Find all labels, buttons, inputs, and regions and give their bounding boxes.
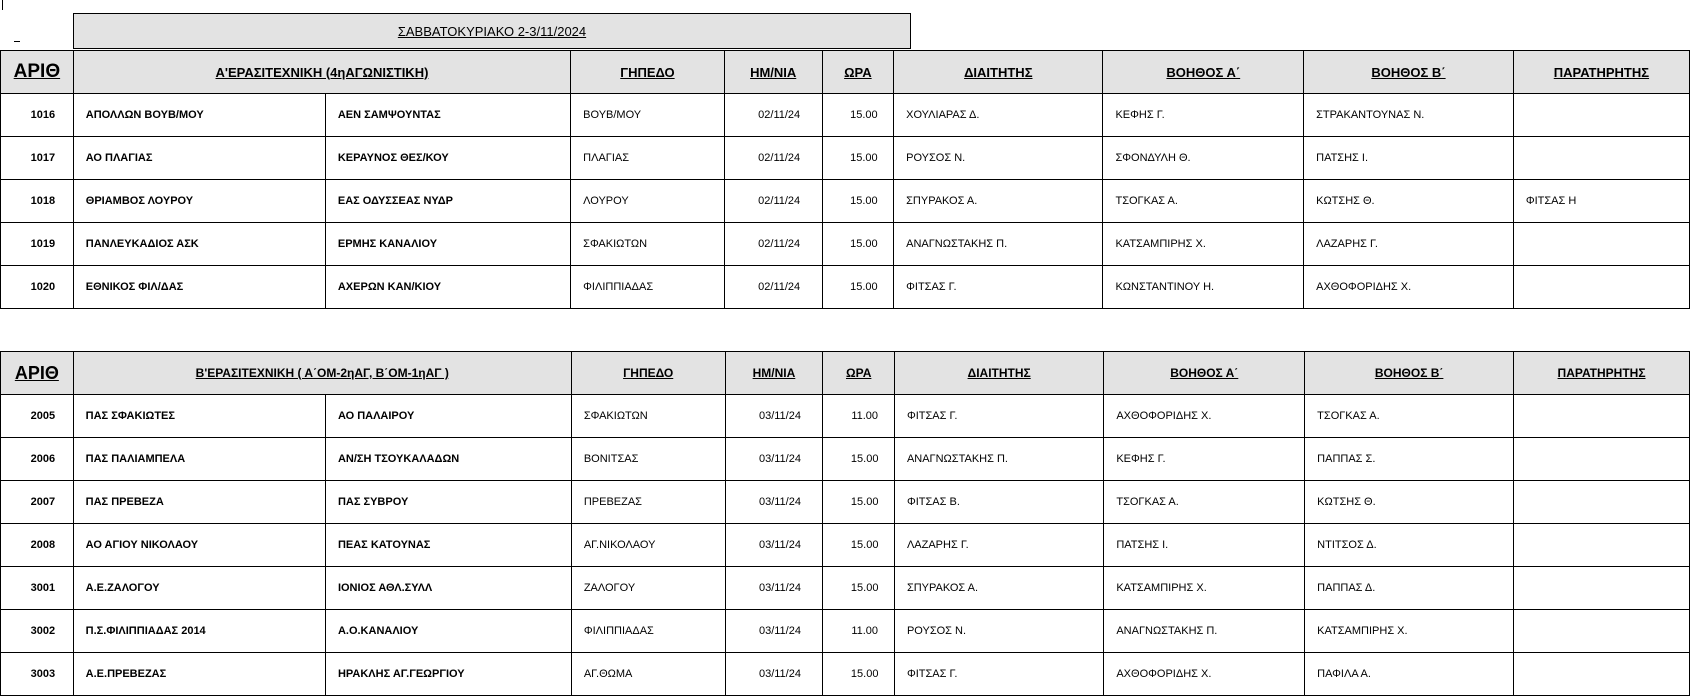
stadium: ΣΦΑΚΙΩΤΩΝ (571, 223, 725, 266)
match-date: 02/11/24 (724, 266, 822, 309)
match-time: 15.00 (822, 137, 893, 180)
referee: ΦΙΤΣΑΣ Γ. (894, 266, 1103, 309)
date-header: ΗΜ/ΝΙΑ (725, 352, 823, 395)
match-number: 1019 (1, 223, 74, 266)
away-team: ΚΕΡΑΥΝΟΣ ΘΕΣ/ΚΟΥ (325, 137, 570, 180)
referee: ΑΝΑΓΝΩΣΤΑΚΗΣ Π. (894, 438, 1103, 481)
table-row (1, 223, 1690, 266)
home-team: ΑΟ ΑΓΙΟΥ ΝΙΚΟΛΑΟΥ (73, 524, 325, 567)
assistant-a: ΚΩΝΣΤΑΝΤΙΝΟΥ Η. (1103, 266, 1304, 309)
home-team: ΑΟ ΠΛΑΓΙΑΣ (73, 137, 325, 180)
table-row (1, 438, 1690, 481)
observer (1514, 524, 1690, 567)
match-date: 03/11/24 (725, 610, 823, 653)
match-time: 15.00 (822, 94, 893, 137)
match-time: 11.00 (823, 610, 895, 653)
table-row (1, 94, 1690, 137)
match-number: 3001 (1, 567, 74, 610)
home-team: Α.Ε.ΖΑΛΟΓΟΥ (73, 567, 325, 610)
observer (1514, 567, 1690, 610)
referee: ΛΑΖΑΡΗΣ Γ. (894, 524, 1103, 567)
table-row (1, 567, 1690, 610)
stadium-header: ΓΗΠΕΔΟ (571, 352, 725, 395)
observer (1514, 395, 1690, 438)
assistant-b: ΚΑΤΣΑΜΠΙΡΗΣ Χ. (1305, 610, 1514, 653)
match-number: 3002 (1, 610, 74, 653)
table-row (1, 266, 1690, 309)
home-team: ΠΑΝΛΕΥΚΑΔΙΟΣ ΑΣΚ (73, 223, 325, 266)
home-team: Α.Ε.ΠΡΕΒΕΖΑΣ (73, 653, 325, 696)
match-date: 02/11/24 (724, 137, 822, 180)
away-team: ΑΝ/ΣΗ ΤΣΟΥΚΑΛΑΔΩΝ (325, 438, 571, 481)
observer (1513, 94, 1689, 137)
assistant-b: ΠΑΦΙΛΑ Α. (1305, 653, 1514, 696)
home-team: ΠΑΣ ΠΑΛΙΑΜΠΕΛΑ (73, 438, 325, 481)
assistant-b: ΣΤΡΑΚΑΝΤΟΥΝΑΣ Ν. (1304, 94, 1514, 137)
match-date: 03/11/24 (725, 567, 823, 610)
stadium: ΠΡΕΒΕΖΑΣ (571, 481, 725, 524)
observer-header: ΠΑΡΑΤΗΡΗΤΗΣ (1513, 51, 1689, 94)
table-row (1, 481, 1690, 524)
match-date: 03/11/24 (725, 395, 823, 438)
match-time: 15.00 (822, 223, 893, 266)
assistant-b-header: ΒΟΗΘΟΣ Β΄ (1305, 352, 1514, 395)
assistant-a: ΑΧΘΟΦΟΡΙΔΗΣ Χ. (1104, 653, 1305, 696)
time-header: ΩΡΑ (822, 51, 893, 94)
match-number: 2005 (1, 395, 74, 438)
assistant-b: ΠΑΤΣΗΣ Ι. (1304, 137, 1514, 180)
table-row (1, 395, 1690, 438)
assistant-a: ΤΣΟΓΚΑΣ Α. (1103, 180, 1304, 223)
referee: ΦΙΤΣΑΣ Β. (894, 481, 1103, 524)
match-time: 15.00 (823, 653, 895, 696)
stadium: ΦΙΛΙΠΠΙΑΔΑΣ (571, 610, 725, 653)
corner-mark (2, 0, 3, 10)
assistant-b: ΑΧΘΟΦΟΡΙΔΗΣ Χ. (1304, 266, 1514, 309)
away-team: ΑΧΕΡΩΝ ΚΑΝ/ΚΙΟΥ (325, 266, 570, 309)
away-team: ΕΡΜΗΣ ΚΑΝΑΛΙΟΥ (325, 223, 570, 266)
header-row (1, 51, 1690, 94)
referee: ΑΝΑΓΝΩΣΤΑΚΗΣ Π. (894, 223, 1103, 266)
stadium: ΣΦΑΚΙΩΤΩΝ (571, 395, 725, 438)
assistant-b: ΚΩΤΣΗΣ Θ. (1304, 180, 1514, 223)
number-header: ΑΡΙΘ (1, 352, 74, 395)
table-row (1, 180, 1690, 223)
stadium: ΑΓ.ΝΙΚΟΛΑΟΥ (571, 524, 725, 567)
match-date: 03/11/24 (725, 653, 823, 696)
table-row (1, 137, 1690, 180)
match-number: 2008 (1, 524, 74, 567)
assistant-a: ΠΑΤΣΗΣ Ι. (1104, 524, 1305, 567)
match-time: 15.00 (823, 567, 895, 610)
observer (1513, 137, 1689, 180)
schedule-table-b (0, 351, 1690, 696)
assistant-a: ΚΑΤΣΑΜΠΙΡΗΣ Χ. (1104, 567, 1305, 610)
match-date: 03/11/24 (725, 481, 823, 524)
away-team: ΗΡΑΚΛΗΣ ΑΓ.ΓΕΩΡΓΙΟΥ (325, 653, 571, 696)
observer (1514, 481, 1690, 524)
referee-header: ΔΙΑΙΤΗΤΗΣ (894, 51, 1103, 94)
match-number: 1018 (1, 180, 74, 223)
assistant-b: ΚΩΤΣΗΣ Θ. (1305, 481, 1514, 524)
stadium-header: ΓΗΠΕΔΟ (571, 51, 725, 94)
table-row (1, 610, 1690, 653)
away-team: ΠΕΑΣ ΚΑΤΟΥΝΑΣ (325, 524, 571, 567)
stadium: ΦΙΛΙΠΠΙΑΔΑΣ (571, 266, 725, 309)
away-team: Α.Ο.ΚΑΝΑΛΙΟΥ (325, 610, 571, 653)
league-header: Α'ΕΡΑΣΙΤΕΧΝΙΚΗ (4ηΑΓΩΝΙΣΤΙΚΗ) (73, 51, 570, 94)
match-time: 15.00 (823, 524, 895, 567)
match-number: 1017 (1, 137, 74, 180)
observer: ΦΙΤΣΑΣ Η (1513, 180, 1689, 223)
home-team: ΕΘΝΙΚΟΣ ΦΙΛ/ΔΑΣ (73, 266, 325, 309)
assistant-a: ΣΦΟΝΔΥΛΗ Θ. (1103, 137, 1304, 180)
observer-header: ΠΑΡΑΤΗΡΗΤΗΣ (1514, 352, 1690, 395)
observer (1514, 653, 1690, 696)
stadium: ΠΛΑΓΙΑΣ (571, 137, 725, 180)
assistant-b: ΠΑΠΠΑΣ Δ. (1305, 567, 1514, 610)
assistant-a-header: ΒΟΗΘΟΣ Α΄ (1104, 352, 1305, 395)
assistant-b: ΠΑΠΠΑΣ Σ. (1305, 438, 1514, 481)
schedule-table-a (0, 50, 1690, 309)
assistant-b-header: ΒΟΗΘΟΣ Β΄ (1304, 51, 1514, 94)
match-time: 15.00 (823, 481, 895, 524)
stadium: ΖΑΛΟΓΟΥ (571, 567, 725, 610)
stadium: ΑΓ.ΘΩΜΑ (571, 653, 725, 696)
home-team: Π.Σ.ΦΙΛΙΠΠΙΑΔΑΣ 2014 (73, 610, 325, 653)
stadium: ΒΟΝΙΤΣΑΣ (571, 438, 725, 481)
home-team: ΠΑΣ ΠΡΕΒΕΖΑ (73, 481, 325, 524)
assistant-a: ΚΑΤΣΑΜΠΙΡΗΣ Χ. (1103, 223, 1304, 266)
referee: ΦΙΤΣΑΣ Γ. (894, 395, 1103, 438)
match-number: 1020 (1, 266, 74, 309)
match-number: 1016 (1, 94, 74, 137)
home-team: ΠΑΣ ΣΦΑΚΙΩΤΕΣ (73, 395, 325, 438)
assistant-b: ΝΤΙΤΣΟΣ Δ. (1305, 524, 1514, 567)
corner-dash (14, 41, 20, 42)
observer (1513, 223, 1689, 266)
home-team: ΘΡΙΑΜΒΟΣ ΛΟΥΡΟΥ (73, 180, 325, 223)
match-time: 15.00 (822, 266, 893, 309)
home-team: ΑΠΟΛΛΩΝ ΒΟΥΒ/ΜΟΥ (73, 94, 325, 137)
away-team: ΑΕΝ ΣΑΜΨΟΥΝΤΑΣ (325, 94, 570, 137)
stadium: ΒΟΥΒ/ΜΟΥ (571, 94, 725, 137)
away-team: ΙΟΝΙΟΣ ΑΘΛ.ΣΥΛΛ (325, 567, 571, 610)
header-row (1, 352, 1690, 395)
referee: ΣΠΥΡΑΚΟΣ Α. (894, 567, 1103, 610)
away-team: ΠΑΣ ΣΥΒΡΟΥ (325, 481, 571, 524)
match-date: 02/11/24 (724, 180, 822, 223)
referee: ΣΠΥΡΑΚΟΣ Α. (894, 180, 1103, 223)
assistant-b: ΤΣΟΓΚΑΣ Α. (1305, 395, 1514, 438)
referee: ΡΟΥΣΟΣ Ν. (894, 137, 1103, 180)
league-header: Β'ΕΡΑΣΙΤΕΧΝΙΚΗ ( Α΄ΟΜ-2ηΑΓ, Β΄ΟΜ-1ηΑΓ ) (73, 352, 571, 395)
referee-header: ΔΙΑΙΤΗΤΗΣ (894, 352, 1103, 395)
assistant-a: ΑΝΑΓΝΩΣΤΑΚΗΣ Π. (1104, 610, 1305, 653)
table-row (1, 524, 1690, 567)
referee: ΦΙΤΣΑΣ Γ. (894, 653, 1103, 696)
away-team: ΑΟ ΠΑΛΑΙΡΟΥ (325, 395, 571, 438)
match-number: 3003 (1, 653, 74, 696)
assistant-a: ΑΧΘΟΦΟΡΙΔΗΣ Χ. (1104, 395, 1305, 438)
match-number: 2007 (1, 481, 74, 524)
match-date: 02/11/24 (724, 223, 822, 266)
time-header: ΩΡΑ (823, 352, 895, 395)
date-header: ΗΜ/ΝΙΑ (724, 51, 822, 94)
observer (1514, 438, 1690, 481)
away-team: ΕΑΣ ΟΔΥΣΣΕΑΣ ΝΥΔΡ (325, 180, 570, 223)
referee: ΡΟΥΣΟΣ Ν. (894, 610, 1103, 653)
assistant-a: ΚΕΦΗΣ Γ. (1104, 438, 1305, 481)
number-header: ΑΡΙΘ (1, 51, 74, 94)
observer (1514, 610, 1690, 653)
assistant-b: ΛΑΖΑΡΗΣ Γ. (1304, 223, 1514, 266)
observer (1513, 266, 1689, 309)
match-time: 11.00 (823, 395, 895, 438)
match-number: 2006 (1, 438, 74, 481)
schedule-title: ΣΑΒΒΑΤΟΚΥΡΙΑΚΟ 2-3/11/2024 (73, 13, 911, 49)
stadium: ΛΟΥΡΟΥ (571, 180, 725, 223)
match-date: 02/11/24 (724, 94, 822, 137)
table-row (1, 653, 1690, 696)
referee: ΧΟΥΛΙΑΡΑΣ Δ. (894, 94, 1103, 137)
match-date: 03/11/24 (725, 524, 823, 567)
assistant-a-header: ΒΟΗΘΟΣ Α΄ (1103, 51, 1304, 94)
assistant-a: ΚΕΦΗΣ Γ. (1103, 94, 1304, 137)
match-time: 15.00 (823, 438, 895, 481)
match-date: 03/11/24 (725, 438, 823, 481)
match-time: 15.00 (822, 180, 893, 223)
assistant-a: ΤΣΟΓΚΑΣ Α. (1104, 481, 1305, 524)
